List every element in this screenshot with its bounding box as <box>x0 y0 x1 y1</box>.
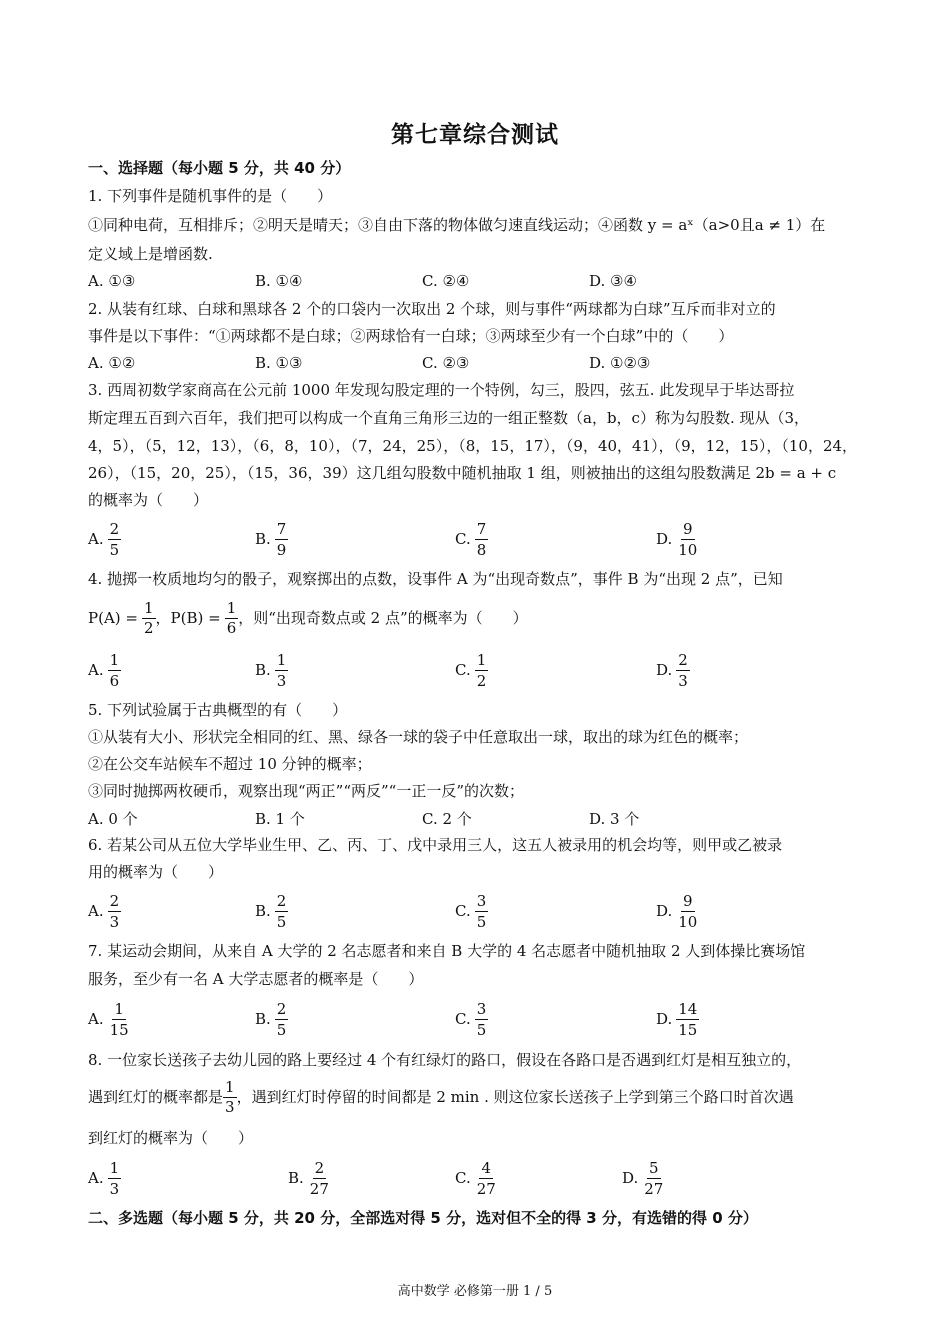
q6-line2: 用的概率为（ ） <box>88 863 224 881</box>
numerator: 1 <box>226 598 237 617</box>
fraction <box>475 892 489 931</box>
fraction <box>642 1159 665 1198</box>
denominator: 3 <box>276 671 287 690</box>
q5-line4: ③同时抛掷两枚硬币，观察出现“两正”“两反”“一正一反”的次数； <box>88 782 525 800</box>
numerator: 2 <box>109 519 120 538</box>
q5-line3: ②在公交车站候车不超过 10 分钟的概率； <box>88 755 372 773</box>
denominator: 10 <box>678 540 698 559</box>
q4-option-c <box>455 648 488 692</box>
option-label: A. <box>88 1010 104 1028</box>
q6-option-c <box>455 889 488 933</box>
fraction <box>475 1159 498 1198</box>
fraction <box>142 600 156 637</box>
q5-option-c: C. 2 个 <box>422 810 472 828</box>
q3-option-c <box>455 517 488 561</box>
q2-line2: 事件是以下事件：“①两球都不是白球；②两球恰有一白球；③两球至少有一个白球”中的（ ） <box>88 327 734 345</box>
denominator: 27 <box>476 1179 496 1198</box>
q4-line1: 4. 抛掷一枚质地均匀的骰子，观察掷出的点数，设事件 A 为“出现奇数点”，事件 B 为“出现 2 点”，已知 <box>88 570 783 588</box>
denominator: 15 <box>109 1020 129 1039</box>
option-label: B. <box>255 530 271 548</box>
q8-line1: 8. 一位家长送孩子去幼儿园的路上要经过 4 个有红绿灯的路口，假设在各路口是否遇到红灯是相互独立的， <box>88 1051 802 1069</box>
q8-line3: 到红灯的概率为（ ） <box>88 1129 254 1147</box>
q7-option-a <box>88 997 131 1041</box>
fraction <box>108 1159 122 1198</box>
q1-option-b: B. ①④ <box>255 272 303 290</box>
option-label: A. <box>88 1169 104 1187</box>
q1-option-d: D. ③④ <box>589 272 637 290</box>
option-label: A. <box>88 661 104 679</box>
q2-line1: 2. 从装有红球、白球和黑球各 2 个的口袋内一次取出 2 个球，则与事件“两球都为白球”互斥而非对立的 <box>88 300 776 318</box>
fraction <box>223 1079 237 1116</box>
numerator: 1 <box>225 1077 235 1096</box>
denominator: 9 <box>276 540 287 559</box>
numerator: 2 <box>314 1158 325 1177</box>
q5-option-a: A. 0 个 <box>88 810 138 828</box>
option-label: B. <box>255 1010 271 1028</box>
numerator: 9 <box>683 891 693 910</box>
denominator: 10 <box>678 912 698 931</box>
q2-option-c: C. ②③ <box>422 354 470 372</box>
option-label: B. <box>288 1169 304 1187</box>
q3-line1: 3. 西周初数学家商高在公元前 1000 年发现勾股定理的一个特例，勾三，股四，弦五. 此发现早于毕达哥拉 <box>88 381 795 399</box>
option-label: D. <box>622 1169 639 1187</box>
option-label: D. <box>656 902 673 920</box>
q3-option-d <box>656 517 699 561</box>
numerator: 9 <box>683 519 693 538</box>
fraction <box>676 892 699 931</box>
q8-option-a <box>88 1156 121 1200</box>
fraction <box>108 892 122 931</box>
q2-option-a: A. ①② <box>88 354 136 372</box>
denominator: 27 <box>309 1179 329 1198</box>
fraction <box>108 1000 131 1039</box>
q5-line1: 5. 下列试验属于古典概型的有（ ） <box>88 701 348 719</box>
q4-line2 <box>88 596 866 640</box>
denominator: 5 <box>476 912 487 931</box>
page-title: 第七章综合测试 <box>391 122 559 148</box>
numerator: 7 <box>476 519 487 538</box>
numerator: 14 <box>678 999 698 1018</box>
q3-line5: 的概率为（ ） <box>88 491 209 509</box>
denominator: 3 <box>225 1097 235 1116</box>
numerator: 2 <box>109 891 120 910</box>
q4-option-b <box>255 648 288 692</box>
q4-line2-tail: ，则“出现奇数点或 2 点”的概率为（ ） <box>238 609 528 627</box>
q5-option-b: B. 1 个 <box>255 810 305 828</box>
q8-line2-tail: ，遇到红灯时停留的时间都是 2 min . 则这位家长送孩子上学到第三个路口时首次遇 <box>236 1088 794 1106</box>
q6-option-d <box>656 889 699 933</box>
option-label: B. <box>255 902 271 920</box>
numerator: 1 <box>114 999 124 1018</box>
q1-items-line1: ①同种电荷，互相排斥；②明天是晴天；③自由下落的物体做匀速直线运动；④函数 y = aˣ（a>0且a ≠ 1）在 <box>88 216 826 234</box>
denominator: 15 <box>678 1020 698 1039</box>
fraction <box>225 600 239 637</box>
q5-option-d: D. 3 个 <box>589 810 640 828</box>
numerator: 4 <box>481 1158 492 1177</box>
numerator: 1 <box>109 1158 120 1177</box>
denominator: 5 <box>276 912 287 931</box>
fraction <box>275 1000 289 1039</box>
numerator: 1 <box>276 650 287 669</box>
prob-a-label: P(A) = <box>88 609 138 627</box>
fraction <box>475 1000 489 1039</box>
option-label: C. <box>455 902 471 920</box>
q1-stem: 1. 下列事件是随机事件的是（ ） <box>88 187 333 205</box>
fraction <box>308 1159 331 1198</box>
denominator: 3 <box>109 1179 120 1198</box>
q6-option-b <box>255 889 288 933</box>
q3-line3: 4，5），（5，12，13），（6，8，10），（7，24，25），（8，15，17），（9，40，41），（9，12，15），（10，24， <box>88 437 858 455</box>
fraction <box>475 520 489 559</box>
option-label: C. <box>455 661 471 679</box>
q4-option-a <box>88 648 121 692</box>
q6-line1: 6. 若某公司从五位大学毕业生甲、乙、丙、丁、戊中录用三人，这五人被录用的机会均等，则甲或乙被录 <box>88 836 783 854</box>
q8-line2-head: 遇到红灯的概率都是 <box>88 1088 224 1106</box>
q8-option-c <box>455 1156 498 1200</box>
q1-items-line2: 定义域上是增函数. <box>88 245 213 263</box>
denominator: 5 <box>276 1020 287 1039</box>
fraction <box>676 651 690 690</box>
fraction <box>108 520 122 559</box>
q3-option-b <box>255 517 288 561</box>
denominator: 6 <box>226 618 237 637</box>
option-label: B. <box>255 661 271 679</box>
q7-option-b <box>255 997 288 1041</box>
denominator: 3 <box>109 912 120 931</box>
denominator: 27 <box>644 1179 664 1198</box>
q7-option-c <box>455 997 488 1041</box>
denominator: 2 <box>143 618 154 637</box>
fraction <box>275 892 289 931</box>
numerator: 1 <box>109 650 120 669</box>
option-label: C. <box>455 1169 471 1187</box>
q3-line2: 斯定理五百到六百年，我们把可以构成一个直角三角形三边的一组正整数（a，b，c）称为勾股数. 现从（3， <box>88 409 810 427</box>
numerator: 7 <box>276 519 287 538</box>
option-label: A. <box>88 530 104 548</box>
fraction <box>475 651 489 690</box>
denominator: 3 <box>678 671 688 690</box>
q5-line2: ①从装有大小、形状完全相同的红、黑、绿各一球的袋子中任意取出一球，取出的球为红色的概率； <box>88 728 749 746</box>
q6-option-a <box>88 889 121 933</box>
q4-option-d <box>656 648 690 692</box>
numerator: 1 <box>143 598 154 617</box>
q2-option-b: B. ①③ <box>255 354 303 372</box>
option-label: D. <box>656 530 673 548</box>
q2-option-d: D. ①②③ <box>589 354 651 372</box>
q8-option-d <box>622 1156 665 1200</box>
section-heading-single-choice: 一、选择题（每小题 5 分，共 40 分） <box>88 159 351 177</box>
fraction <box>676 520 699 559</box>
option-label: D. <box>656 661 673 679</box>
q3-line4: 26），（15，20，25），（15，36，39）这几组勾股数中随机抽取 1 组，则被抽出的这组勾股数满足 2b = a + c <box>88 464 837 482</box>
option-label: A. <box>88 902 104 920</box>
q7-line2: 服务，至少有一名 A 大学志愿者的概率是（ ） <box>88 970 424 988</box>
q3-option-a <box>88 517 121 561</box>
q1-option-c: C. ②④ <box>422 272 470 290</box>
option-label: C. <box>455 530 471 548</box>
denominator: 5 <box>109 540 120 559</box>
option-label: D. <box>656 1010 673 1028</box>
q7-line1: 7. 某运动会期间，从来自 A 大学的 2 名志愿者和来自 B 大学的 4 名志愿者中随机抽取 2 人到体操比赛场馆 <box>88 942 806 960</box>
numerator: 2 <box>678 650 688 669</box>
numerator: 2 <box>276 891 287 910</box>
q7-option-d <box>656 997 699 1041</box>
numerator: 3 <box>476 891 487 910</box>
numerator: 3 <box>476 999 487 1018</box>
denominator: 6 <box>109 671 120 690</box>
option-label: C. <box>455 1010 471 1028</box>
fraction <box>108 651 122 690</box>
numerator: 5 <box>649 1158 659 1177</box>
q8-line2 <box>88 1075 866 1119</box>
prob-b-label: ，P(B) = <box>155 609 221 627</box>
fraction <box>275 520 289 559</box>
fraction <box>275 651 289 690</box>
numerator: 1 <box>476 650 487 669</box>
numerator: 2 <box>276 999 287 1018</box>
section-heading-multi-choice: 二、多选题（每小题 5 分，共 20 分，全部选对得 5 分，选对但不全的得 3 分，有选错的得 0 分） <box>88 1209 758 1227</box>
denominator: 2 <box>476 671 487 690</box>
q8-option-b <box>288 1156 331 1200</box>
fraction <box>676 1000 699 1039</box>
denominator: 8 <box>476 540 487 559</box>
page-footer: 高中数学 必修第一册 1 / 5 <box>397 1284 553 1299</box>
denominator: 5 <box>476 1020 487 1039</box>
q1-option-a: A. ①③ <box>88 272 136 290</box>
